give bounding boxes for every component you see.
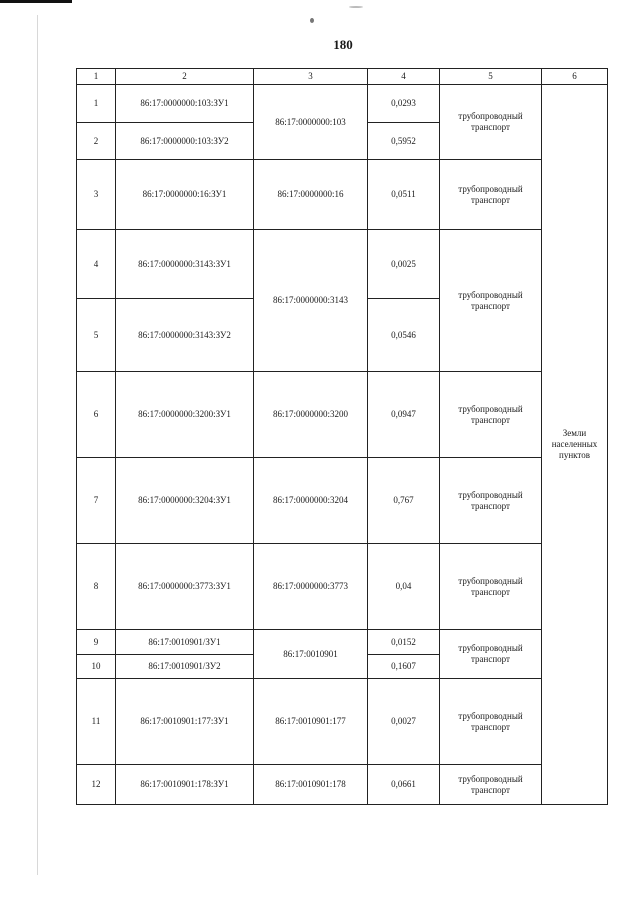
plot-number: 86:17:0010901/ЗУ1 xyxy=(116,630,254,655)
header-cell: 4 xyxy=(368,69,440,85)
binding-margin-line xyxy=(37,15,38,875)
scan-speck xyxy=(310,18,314,23)
plot-number: 86:17:0000000:16:ЗУ1 xyxy=(116,160,254,230)
row-number: 12 xyxy=(77,765,116,805)
plot-number: 86:17:0000000:3773:ЗУ1 xyxy=(116,544,254,630)
plot-area: 0,5952 xyxy=(368,123,440,160)
row-number: 10 xyxy=(77,655,116,679)
header-cell: 3 xyxy=(254,69,368,85)
plot-area: 0,0947 xyxy=(368,372,440,458)
plot-number: 86:17:0010901/ЗУ2 xyxy=(116,655,254,679)
table-row xyxy=(77,679,608,765)
table-row xyxy=(77,544,608,630)
plot-area: 0,767 xyxy=(368,458,440,544)
table-row xyxy=(77,458,608,544)
table-row xyxy=(77,372,608,458)
quarter-number: 86:17:0000000:3143 xyxy=(254,230,368,372)
plot-number: 86:17:0000000:3143:ЗУ1 xyxy=(116,230,254,299)
plot-area: 0,0546 xyxy=(368,299,440,372)
quarter-number: 86:17:0000000:3204 xyxy=(254,458,368,544)
row-number: 3 xyxy=(77,160,116,230)
row-number: 9 xyxy=(77,630,116,655)
row-number: 4 xyxy=(77,230,116,299)
scan-speck xyxy=(349,6,363,8)
quarter-number: 86:17:0010901:178 xyxy=(254,765,368,805)
plot-area: 0,0511 xyxy=(368,160,440,230)
permitted-use: трубопроводный транспорт xyxy=(440,765,542,805)
permitted-use: трубопроводный транспорт xyxy=(440,372,542,458)
plot-number: 86:17:0010901:178:ЗУ1 xyxy=(116,765,254,805)
permitted-use: трубопроводный транспорт xyxy=(440,160,542,230)
permitted-use: трубопроводный транспорт xyxy=(440,458,542,544)
table-header-row xyxy=(77,69,608,85)
row-number: 5 xyxy=(77,299,116,372)
plot-area: 0,1607 xyxy=(368,655,440,679)
quarter-number: 86:17:0010901:177 xyxy=(254,679,368,765)
permitted-use: трубопроводный транспорт xyxy=(440,230,542,372)
land-category: Земли населенных пунктов xyxy=(542,85,608,805)
plot-area: 0,0661 xyxy=(368,765,440,805)
plot-number: 86:17:0000000:103:ЗУ2 xyxy=(116,123,254,160)
row-number: 7 xyxy=(77,458,116,544)
plot-area: 0,0025 xyxy=(368,230,440,299)
plot-area: 0,0027 xyxy=(368,679,440,765)
row-number: 1 xyxy=(77,85,116,123)
page-number: 180 xyxy=(333,37,353,52)
table-row xyxy=(77,230,608,299)
plot-area: 0,0152 xyxy=(368,630,440,655)
plot-area: 0,04 xyxy=(368,544,440,630)
row-number: 8 xyxy=(77,544,116,630)
row-number: 2 xyxy=(77,123,116,160)
header-cell: 6 xyxy=(542,69,608,85)
header-cell: 5 xyxy=(440,69,542,85)
quarter-number: 86:17:0000000:3773 xyxy=(254,544,368,630)
row-number: 6 xyxy=(77,372,116,458)
quarter-number: 86:17:0000000:3200 xyxy=(254,372,368,458)
top-rule xyxy=(0,0,72,3)
permitted-use: трубопроводный транспорт xyxy=(440,544,542,630)
permitted-use: трубопроводный транспорт xyxy=(440,679,542,765)
plot-number: 86:17:0000000:3204:ЗУ1 xyxy=(116,458,254,544)
land-plots-table xyxy=(76,68,608,805)
quarter-number: 86:17:0000000:103 xyxy=(254,85,368,160)
row-number: 11 xyxy=(77,679,116,765)
table-row xyxy=(77,630,608,655)
table-row xyxy=(77,765,608,805)
table-row xyxy=(77,160,608,230)
plot-number: 86:17:0000000:3143:ЗУ2 xyxy=(116,299,254,372)
permitted-use: трубопроводный транспорт xyxy=(440,630,542,679)
plot-number: 86:17:0000000:3200:ЗУ1 xyxy=(116,372,254,458)
header-cell: 2 xyxy=(116,69,254,85)
plot-number: 86:17:0010901:177:ЗУ1 xyxy=(116,679,254,765)
plot-area: 0,0293 xyxy=(368,85,440,123)
quarter-number: 86:17:0010901 xyxy=(254,630,368,679)
permitted-use: трубопроводный транспорт xyxy=(440,85,542,160)
table-row xyxy=(77,85,608,123)
quarter-number: 86:17:0000000:16 xyxy=(254,160,368,230)
header-cell: 1 xyxy=(77,69,116,85)
plot-number: 86:17:0000000:103:ЗУ1 xyxy=(116,85,254,123)
